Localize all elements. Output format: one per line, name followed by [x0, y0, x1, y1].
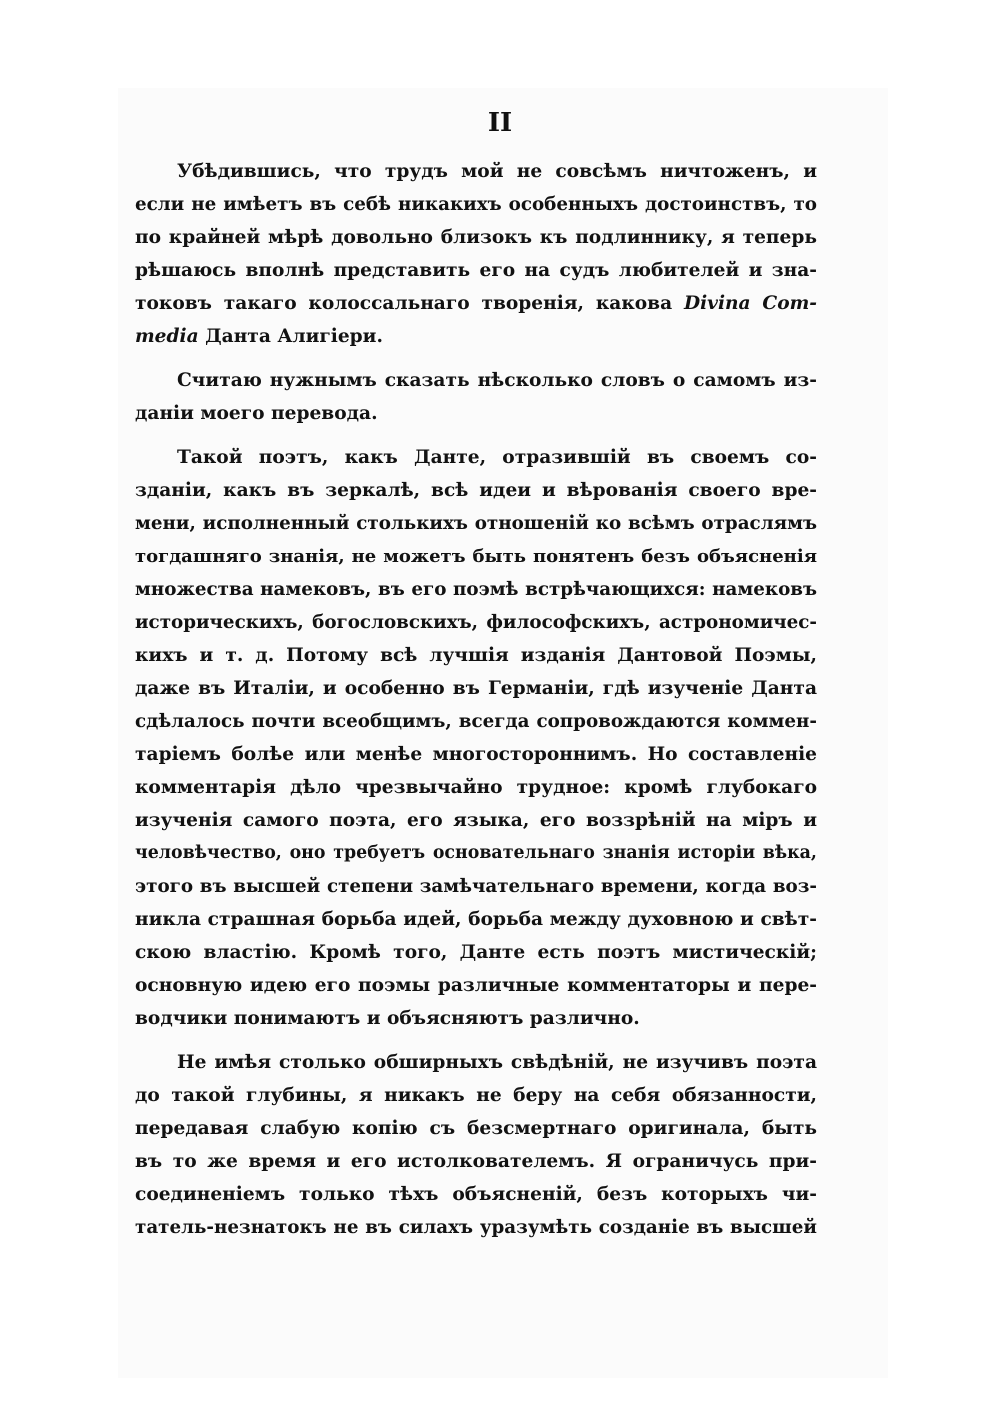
text-line: кихъ и т. д. Потому всѣ лучшія изданія Дантовой Поэмы,	[135, 645, 817, 666]
text-line: даніи моего перевода.	[135, 403, 378, 424]
text-line: историческихъ, богословскихъ, философскихъ, астрономичес-	[135, 612, 817, 633]
text-line: скою властію. Кромѣ того, Данте есть поэтъ мистическій;	[135, 942, 817, 963]
text-line: въ то же время и его истолкователемъ. Я ограничусь при-	[135, 1151, 817, 1172]
text-line: зданіи, какъ въ зеркалѣ, всѣ идеи и вѣрованія своего вре-	[135, 480, 817, 501]
page-number: II	[487, 108, 513, 138]
text-line: даже въ Италіи, и особенно въ Германіи, гдѣ изученіе Данта	[135, 678, 817, 699]
text-line: тогдашняго знанія, не можетъ быть понятенъ безъ объясненія	[135, 546, 817, 567]
italic-title: Divina Com-	[683, 293, 817, 314]
text-line: соединеніемъ только тѣхъ объясненій, безъ которыхъ чи-	[135, 1184, 817, 1205]
text-line: комментарія дѣло чрезвычайно трудное: кромѣ глубокаго	[135, 777, 817, 798]
text-line	[135, 320, 817, 353]
text-segment: Данта Алигіери.	[205, 326, 383, 347]
text-line: человѣчество, оно требуетъ основательнаго знанія исторіи вѣка,	[135, 843, 817, 863]
paragraph-gap	[135, 1035, 817, 1046]
paragraph-gap	[135, 353, 817, 364]
text-line: Убѣдившись, что трудъ мой не совсѣмъ ничтоженъ, и	[177, 161, 817, 182]
text-line: мени, исполненный столькихъ отношеній ко всѣмъ отраслямъ	[135, 513, 817, 534]
text-line: если не имѣетъ въ себѣ никакихъ особенныхъ достоинствъ, то	[135, 194, 817, 215]
text-line: множества намековъ, въ его поэмѣ встрѣчающихся: намековъ	[135, 579, 817, 600]
text-line: Считаю нужнымъ сказать нѣсколько словъ о самомъ из-	[177, 370, 817, 391]
text-line	[135, 287, 817, 320]
text-line: основную идею его поэмы различные комментаторы и пере-	[135, 975, 817, 996]
text-line: рѣшаюсь вполнѣ представить его на судъ любителей и зна-	[135, 260, 817, 281]
text-line: по крайней мѣрѣ довольно близокъ къ подлиннику, я теперь	[135, 227, 817, 248]
text-line: никла страшная борьба идей, борьба между духовною и свѣт-	[135, 909, 817, 930]
italic-title: media	[135, 326, 199, 347]
text-line: Не имѣя столько обширныхъ свѣдѣній, не изучивъ поэта	[177, 1052, 817, 1073]
text-line: водчики понимаютъ и объясняютъ различно.	[135, 1008, 640, 1029]
text-line: передавая слабую копію съ безсмертнаго оригинала, быть	[135, 1118, 817, 1139]
text-line: до такой глубины, я никакъ не беру на себя обязанности,	[135, 1085, 817, 1106]
text-segment: токовъ такаго колоссальнаго творенія, какова	[135, 293, 673, 314]
text-line: изученія самого поэта, его языка, его воззрѣній на міръ и	[135, 810, 817, 831]
paragraph-gap	[135, 430, 817, 441]
text-line: сдѣлалось почти всеобщимъ, всегда сопровождаются коммен-	[135, 711, 817, 732]
text-line: татель-незнатокъ не въ силахъ уразумѣть созданіе въ высшей	[135, 1217, 817, 1238]
text-line: Такой поэтъ, какъ Данте, отразившій въ своемъ со-	[177, 447, 817, 468]
text-line: таріемъ болѣе или менѣе многостороннимъ. Но составленіе	[135, 744, 817, 765]
text-line: этого въ высшей степени замѣчательнаго времени, когда воз-	[135, 876, 817, 897]
body-text	[135, 155, 817, 1244]
